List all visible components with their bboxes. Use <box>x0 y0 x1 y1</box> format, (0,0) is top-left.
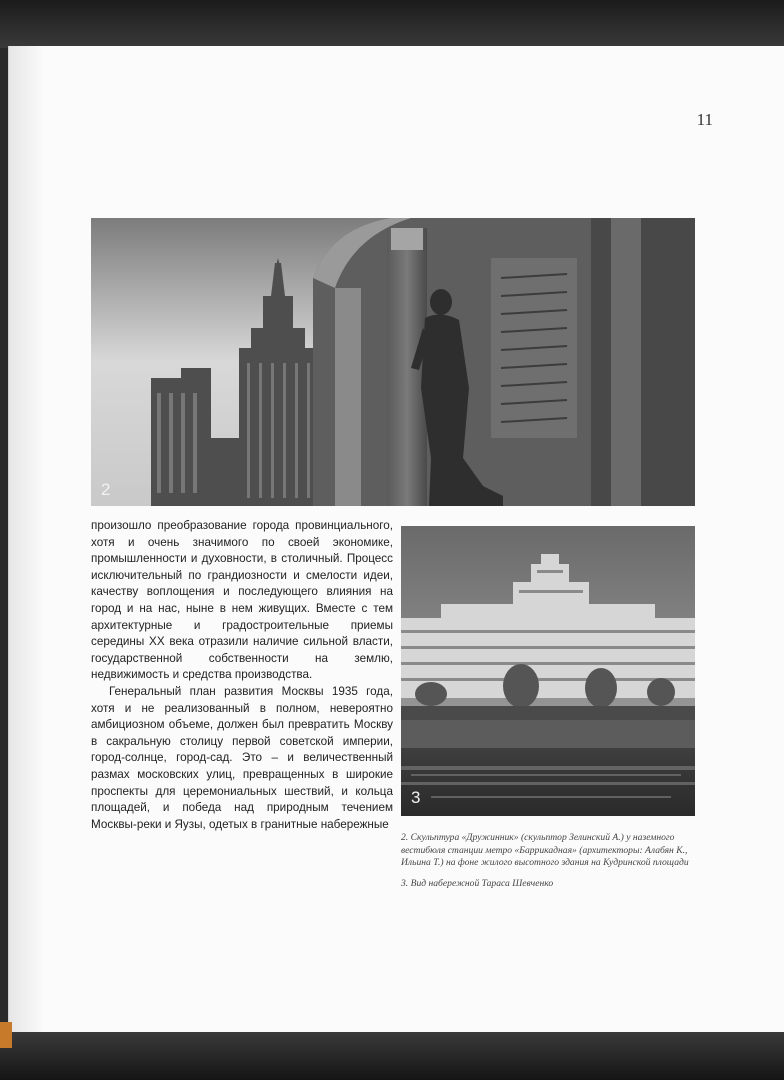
book-page <box>8 46 784 1032</box>
page-spine-shadow <box>9 46 43 1032</box>
body-paragraph-1: произошло преобразование города провинциального, хотя и очень значимого по своей экономике, промышленности и духовности, в столичный. Процесс исключительный по грандиозности и смелости идеи, качеству воплощения и последующего влияния на город и на нас, ныне в нем живущих. Вместе с тем архитектурные и градостроительные приемы середины XX века отразили наличие сильной власти, государственной собственности на землю, недвижимость и средства производства. <box>91 519 393 682</box>
page-number: 11 <box>696 110 713 129</box>
scan-edge-marker <box>0 1022 12 1048</box>
photo-sculpture-and-highrise <box>91 218 695 506</box>
body-text <box>91 518 393 833</box>
caption-3: 3. Вид набережной Тараса Шевченко <box>401 877 554 889</box>
photo-shevchenko-embankment <box>401 526 695 816</box>
scan-border-bottom <box>0 1032 784 1080</box>
body-paragraph-2: Генеральный план развития Москвы 1935 года, хотя и не реализованный в полном, невероятно амбициозном объеме, должен был превратить Москву в сакральную столицу первой советской империи, город-солнце, город-сад. Это – и величественный размах московских улиц, превращенных в широкие проспекты для церемониальных шествий, и кольца площадей, и победа над природным течением Москвы-реки и Яузы, одетых в гранитные набережные <box>91 684 393 831</box>
photo-captions <box>401 832 701 898</box>
scan-border-top <box>0 0 784 48</box>
photo-number-3: 3 <box>411 788 421 807</box>
caption-2: 2. Скульптура «Дружинник» (скульптор Зелинский А.) у наземного вестибюля станции метро «Баррикадная» (архитекторы: Алабян К., Ильина Т.) на фоне жилого высотного здания на Кудринской площади <box>401 832 689 869</box>
photo-number-2: 2 <box>101 480 111 499</box>
